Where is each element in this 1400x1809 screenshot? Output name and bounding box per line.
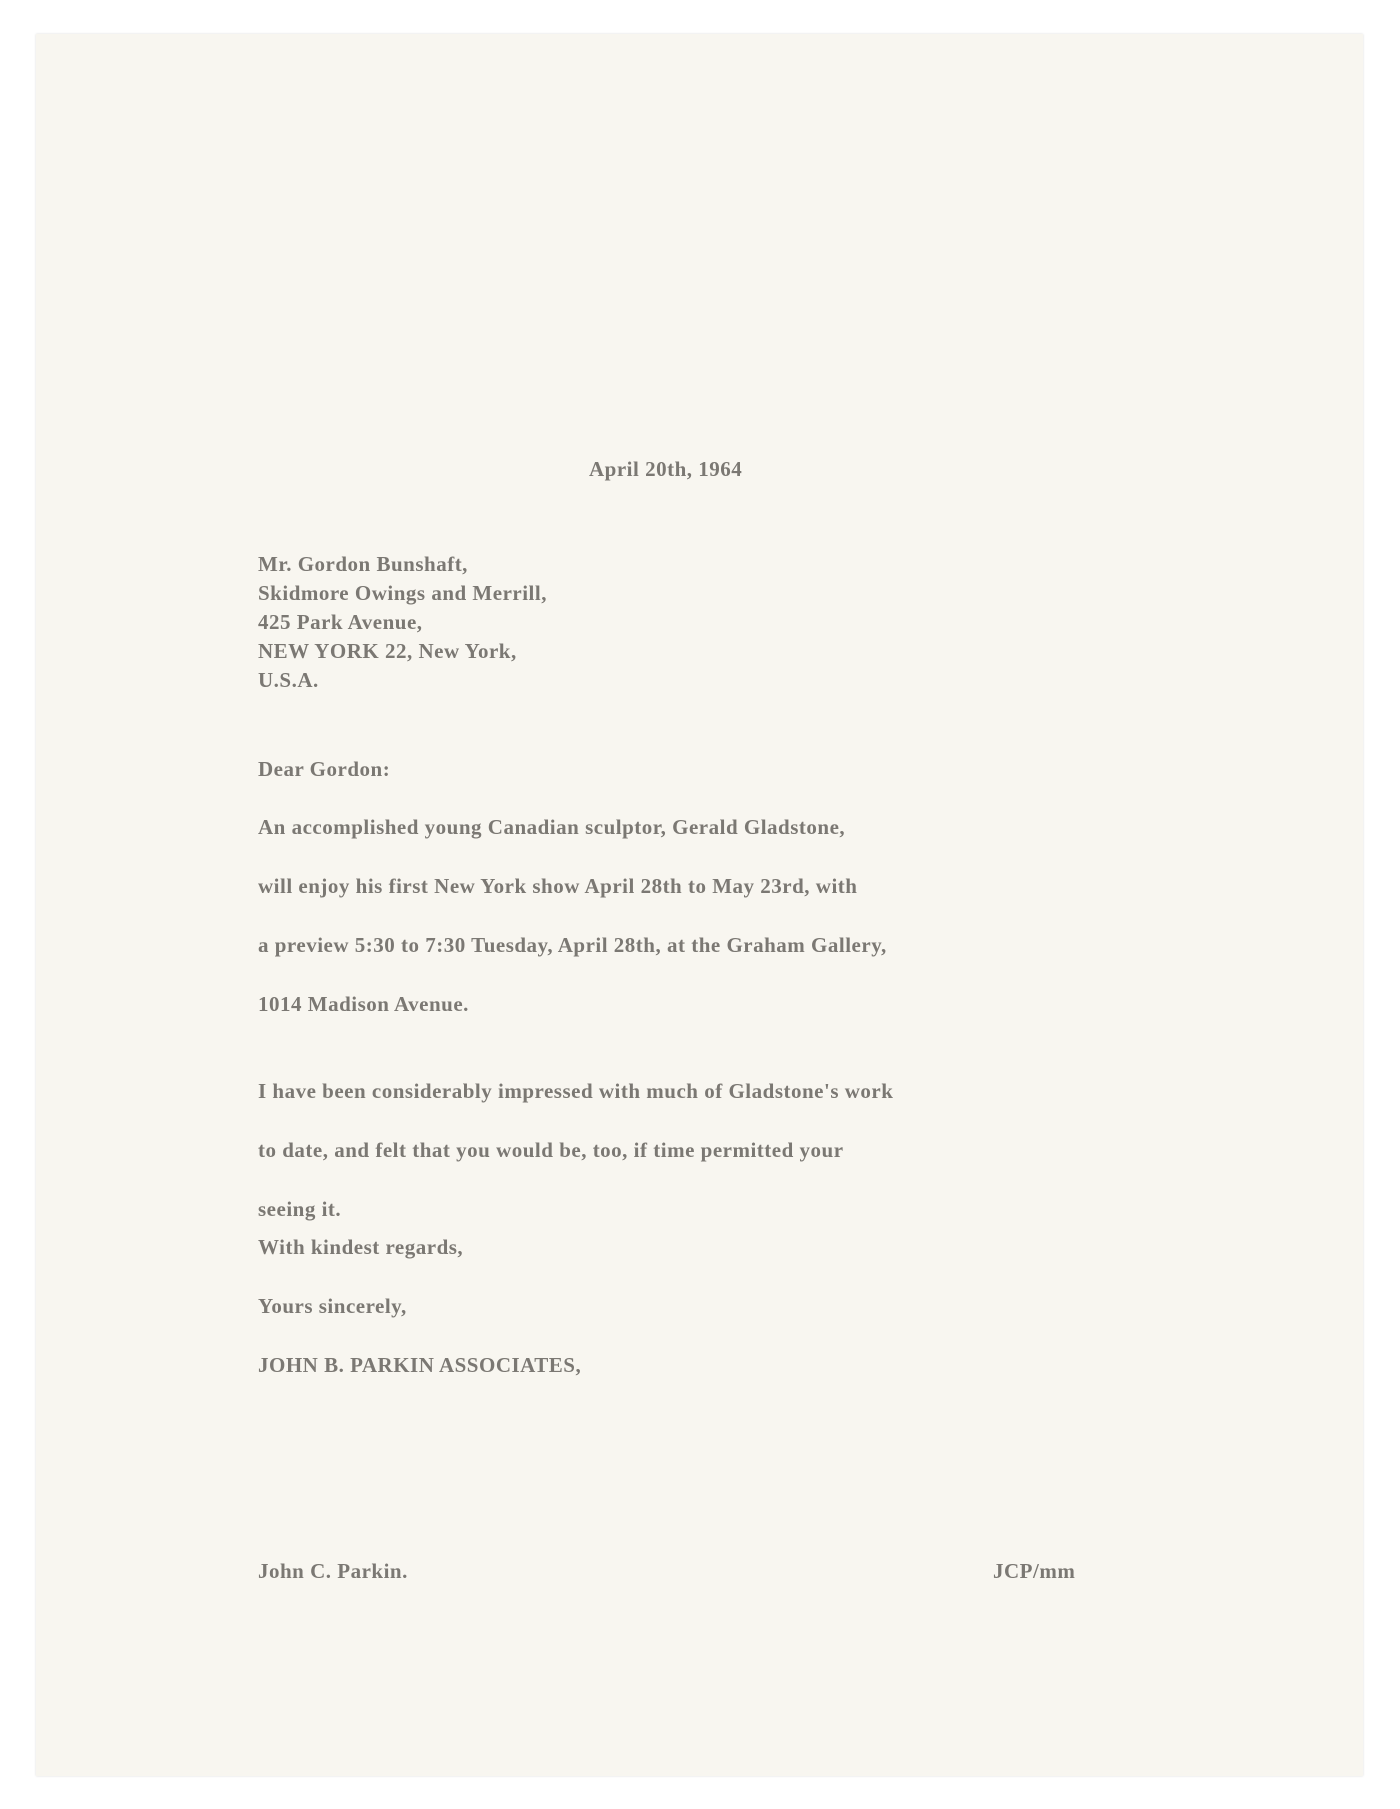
body-paragraph-2 bbox=[258, 1062, 893, 1239]
firm-name: JOHN B. PARKIN ASSOCIATES, bbox=[258, 1353, 582, 1377]
paragraph-line: 1014 Madison Avenue. bbox=[258, 992, 469, 1016]
recipient-address bbox=[258, 550, 547, 695]
recipient-name: Mr. Gordon Bunshaft, bbox=[258, 552, 468, 576]
paragraph-line: to date, and felt that you would be, too, if time permitted your bbox=[258, 1138, 844, 1162]
paragraph-line: seeing it. bbox=[258, 1197, 342, 1221]
paragraph-line: An accomplished young Canadian sculptor, Gerald Gladstone, bbox=[258, 815, 846, 839]
letter-date: April 20th, 1964 bbox=[589, 457, 743, 481]
recipient-street: 425 Park Avenue, bbox=[258, 610, 423, 634]
paragraph-line: will enjoy his first New York show April 28th to May 23rd, with bbox=[258, 874, 858, 898]
closing-sincerely: Yours sincerely, bbox=[258, 1294, 407, 1318]
closing-regards: With kindest regards, bbox=[258, 1235, 464, 1259]
recipient-country: U.S.A. bbox=[258, 668, 319, 692]
salutation: Dear Gordon: bbox=[258, 757, 391, 781]
body-paragraph-1 bbox=[258, 798, 887, 1034]
paragraph-line: a preview 5:30 to 7:30 Tuesday, April 28th, at the Graham Gallery, bbox=[258, 933, 887, 957]
reference-initials: JCP/mm bbox=[993, 1559, 1076, 1583]
letter-page bbox=[36, 34, 1363, 1776]
recipient-city: NEW YORK 22, New York, bbox=[258, 639, 517, 663]
paragraph-line: I have been considerably impressed with much of Gladstone's work bbox=[258, 1079, 894, 1103]
signer-name: John C. Parkin. bbox=[258, 1559, 408, 1583]
recipient-company: Skidmore Owings and Merrill, bbox=[258, 581, 547, 605]
